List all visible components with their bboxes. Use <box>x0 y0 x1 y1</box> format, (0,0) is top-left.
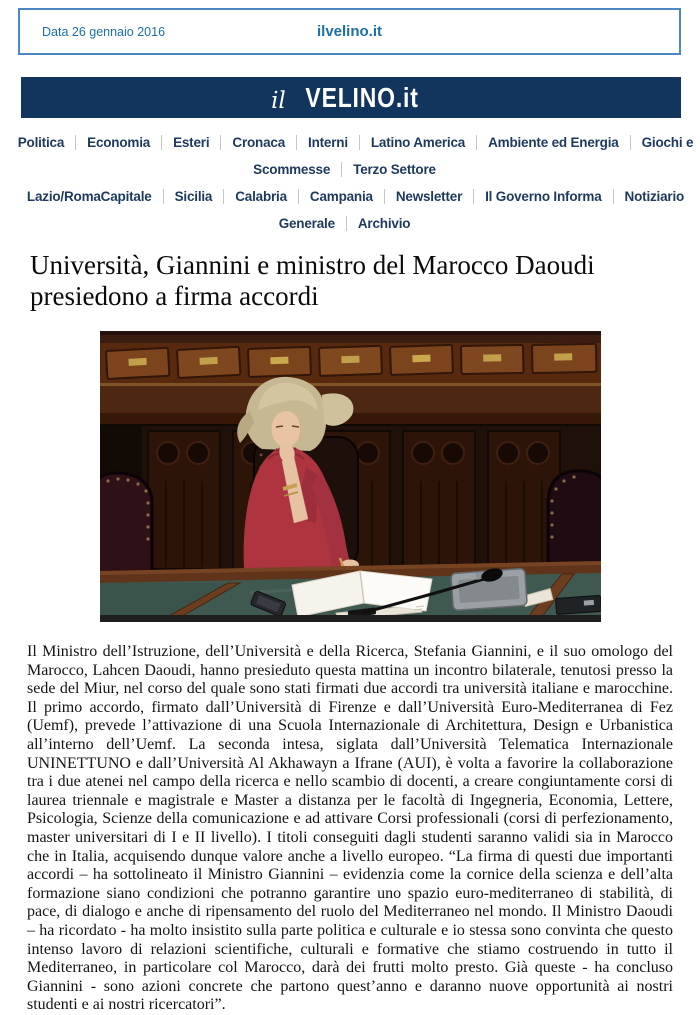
nav-item-archivio[interactable]: Archivio <box>346 216 421 231</box>
date-label: Data 26 gennaio 2016 <box>42 25 166 39</box>
article-title: Università, Giannini e ministro del Marocco Daoudi presiedono a firma accordi <box>30 250 595 311</box>
nav-item-sicilia[interactable]: Sicilia <box>163 189 224 204</box>
page-header-box <box>18 8 681 55</box>
nav-item-politica[interactable]: Politica <box>17 135 65 150</box>
nav-item-terzo-settore[interactable]: Terzo Settore <box>341 162 447 177</box>
site-logo[interactable] <box>21 77 681 123</box>
nav-item-campania[interactable]: Campania <box>298 189 384 204</box>
desk-console <box>555 595 601 614</box>
bench-desks <box>106 344 596 379</box>
main-nav <box>0 129 700 237</box>
article-body: Il Ministro dell’Istruzione, dell’Università e della Ricerca, Stefania Giannini, e il suo omologo del Marocco, Lahcen Daoudi, hanno presieduto questa mattina un incontro bilaterale, tenutosi presso la sede del Miur, nel corso del quale sono stati firmati due accordi tra università italiane e marocchine. Il primo accordo, firmato dall’Università di Firenze e dall’Università Euro-Mediterranea di Fez (Uemf), prevede l’attivazione di una Scuola Internazionale di Architettura, Design e Urbanistica all’interno dell’Uemf. La seconda intesa, siglata dall’Università Telematica Internazionale UNINETTUNO e dall’Università Al Akhawayn a Ifrane (AUI), è volta a favorire la collaborazione tra i due atenei nel campo della ricerca e nello scambio di docenti, a creare congiuntamente corsi di laurea triennale e magistrale e Master a distanza per le facoltà di Ingegneria, Economia, Lettere, Psicologia, Scienze della comunicazione e ad attivare Corsi professionali (corsi di perfezionamento, master universitari di I e II livello). I titoli conseguiti dagli studenti saranno validi sia in Marocco che in Italia, acquisendo dunque valore anche a livello europeo. “La firma di questi due importanti accordi – ha sottolineato il Ministro Giannini – evidenzia come la cornice della scienza e dell’alta formazione siano condizioni che potranno garantire uno spazio euro-mediterraneo di stabilità, di pace, di dialogo e anche di ripensamento del ruolo del Mediterraneo nel mondo. Il Ministro Daoudi – ha ricordato - ha molto insistito sulla parte politica e culturale e io stessa sono convinta che questo intenso lavoro di relazioni scientifiche, culturali e formative che stiamo costruendo in tutto il Mediterraneo, in particolare col Marocco, darà dei frutti molto presto. Già queste - ha concluso Giannini - sono azioni concrete che partono quest’anno e daranno nuove opportunità ai nostri studenti e ai nostri ricercatori”. <box>27 643 673 1014</box>
nav-item-il-governo-informa[interactable]: Il Governo Informa <box>473 189 612 204</box>
parliament-photo-illustration <box>100 331 601 622</box>
nav-item-newsletter[interactable]: Newsletter <box>384 189 473 204</box>
nav-item-notiziario-generale[interactable]: Notiziario Generale <box>278 189 685 231</box>
article-photo <box>100 331 601 622</box>
nav-item-economia[interactable]: Economia <box>75 135 161 150</box>
nav-item-interni[interactable]: Interni <box>296 135 359 150</box>
logo-banner <box>21 77 681 118</box>
logo-main: VELINO.it <box>305 82 419 113</box>
nav-item-latino-america[interactable]: Latino America <box>359 135 476 150</box>
site-name-label: ilvelino.it <box>316 23 382 40</box>
logo-prefix: il <box>271 88 286 114</box>
nav-item-lazio-romacapitale[interactable]: Lazio/RomaCapitale <box>26 189 152 204</box>
nav-row-2 <box>0 183 700 237</box>
nav-item-ambiente-ed-energia[interactable]: Ambiente ed Energia <box>476 135 629 150</box>
nav-item-cronaca[interactable]: Cronaca <box>220 135 296 150</box>
nav-item-calabria[interactable]: Calabria <box>223 189 298 204</box>
left-chair <box>100 473 152 581</box>
nav-row-1 <box>0 129 700 183</box>
minister-figure <box>237 377 359 571</box>
nav-item-esteri[interactable]: Esteri <box>161 135 220 150</box>
nav-item-giochi-e-scommesse[interactable]: Giochi e Scommesse <box>253 135 694 177</box>
